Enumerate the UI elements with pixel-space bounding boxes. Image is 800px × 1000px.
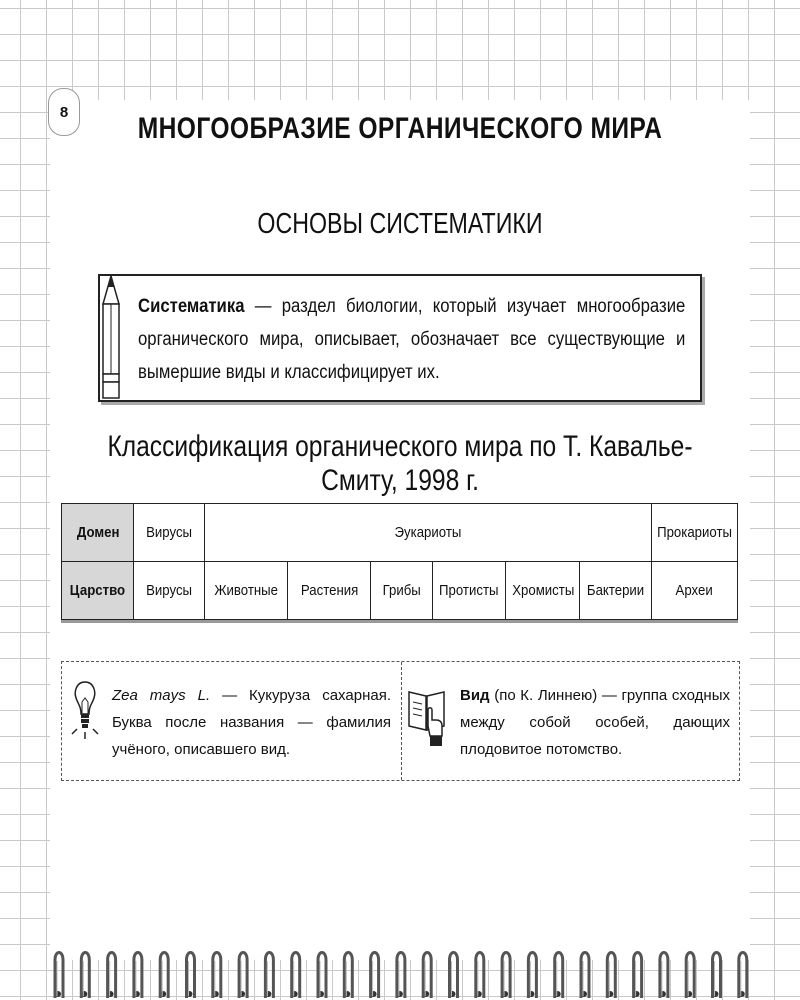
binding-ring <box>160 953 168 999</box>
page-title: МНОГООБРАЗИЕ ОРГАНИЧЕСКОГО МИРА <box>137 112 663 145</box>
definition-text <box>138 290 685 389</box>
table-row-domain <box>62 504 738 562</box>
binding-ring <box>581 953 589 999</box>
kingdom-label: Грибы <box>382 582 421 599</box>
page-number-text: 8 <box>59 103 69 121</box>
note-right-text: (по К. Линнею) — группа сходных между собой особей, дающих плодовитое потомство. <box>460 687 730 758</box>
latin-name: Zea mays L. <box>112 687 211 704</box>
binding-ring <box>397 953 405 999</box>
binding-ring <box>713 953 721 999</box>
domain-viruses-label: Вирусы <box>146 524 192 541</box>
binding-ring <box>371 953 379 999</box>
kingdom-cell <box>506 562 580 620</box>
kingdom-cell <box>134 562 204 620</box>
binding-ring <box>213 953 221 999</box>
info-box <box>61 661 740 781</box>
binding-ring <box>134 953 142 999</box>
binding-ring <box>739 953 747 999</box>
binding-ring <box>344 953 352 999</box>
definition-box <box>98 274 702 402</box>
domain-header-cell <box>62 504 134 562</box>
kingdom-label: Бактерии <box>586 582 645 599</box>
kingdom-cell <box>580 562 651 620</box>
note-right <box>460 682 730 763</box>
kingdom-cell <box>370 562 432 620</box>
binding-ring <box>660 953 668 999</box>
info-divider <box>401 662 402 780</box>
kingdom-cell <box>288 562 370 620</box>
definition-body: — раздел биологии, который изучает многообразие органического мира, описывает, обозначает все существующие и вымершие виды и классифицирует их. <box>138 296 686 383</box>
kingdom-cell <box>651 562 737 620</box>
binding-ring <box>634 953 642 999</box>
note-left <box>112 682 391 763</box>
domain-eukaryotes-cell <box>204 504 651 562</box>
kingdom-label: Животные <box>214 582 278 599</box>
binding-ring <box>686 953 694 999</box>
binding-ring <box>555 953 563 999</box>
binding-ring <box>81 953 89 999</box>
domain-prokaryotes-cell <box>651 504 737 562</box>
kingdom-label: Растения <box>300 582 358 599</box>
binding-ring <box>108 953 116 999</box>
binding-ring <box>502 953 510 999</box>
classification-title: Классификация органического мира по Т. Кавалье-Смиту, 1998 г. <box>107 430 693 497</box>
kingdom-header-label: Царство <box>70 582 126 599</box>
binding-ring <box>239 953 247 999</box>
species-term: Вид <box>460 687 490 704</box>
binding-ring <box>265 953 273 999</box>
binding-ring <box>55 953 63 999</box>
definition-term: Систематика <box>138 296 245 317</box>
lightbulb-icon <box>70 676 100 742</box>
domain-eukaryotes-label: Эукариоты <box>394 524 462 541</box>
binding-ring <box>528 953 536 999</box>
kingdom-cell <box>204 562 288 620</box>
note-left-text: — Кукуруза сахарная. Буква после названия — фамилия учёного, описавшего вид. <box>112 687 391 758</box>
binding-ring <box>476 953 484 999</box>
book-hand-icon <box>406 686 450 750</box>
pencil-icon <box>100 274 122 400</box>
kingdom-cell <box>432 562 506 620</box>
binding-ring <box>423 953 431 999</box>
binding-ring <box>318 953 326 999</box>
binding-ring <box>450 953 458 999</box>
section-title: ОСНОВЫ СИСТЕМАТИКИ <box>257 208 543 240</box>
classification-table <box>61 503 738 620</box>
kingdom-label: Вирусы <box>146 582 192 599</box>
binding-ring <box>187 953 195 999</box>
domain-viruses-cell <box>134 504 204 562</box>
domain-prokaryotes-label: Прокариоты <box>656 524 732 541</box>
kingdom-label: Протисты <box>439 582 499 599</box>
binding-ring <box>292 953 300 999</box>
table-row-kingdom <box>62 562 738 620</box>
kingdom-label: Археи <box>675 582 713 599</box>
spiral-binding <box>52 948 752 1000</box>
domain-header-label: Домен <box>76 524 120 541</box>
kingdom-header-cell <box>62 562 134 620</box>
binding-ring <box>607 953 615 999</box>
kingdom-label: Хромисты <box>511 582 574 599</box>
